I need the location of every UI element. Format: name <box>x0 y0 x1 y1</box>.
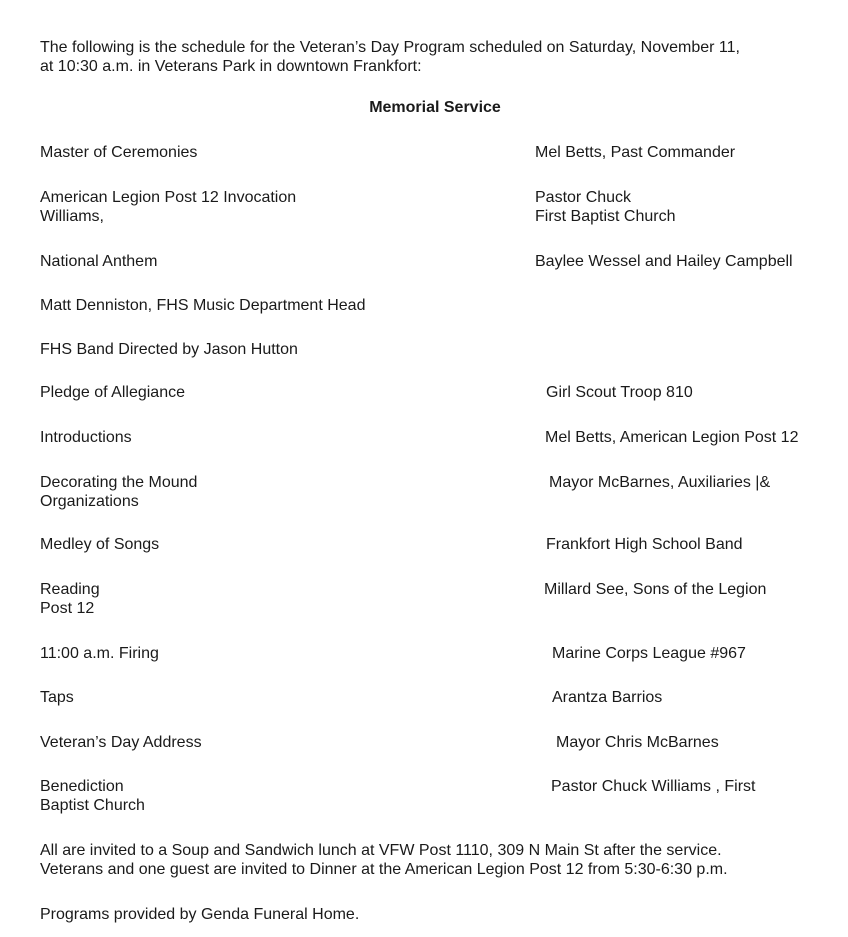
program-item-line: Decorating the Mound <box>40 474 198 491</box>
presenter-line: Baylee Wessel and Hailey Campbell <box>535 253 793 270</box>
footer-line-1: All are invited to a Soup and Sandwich lunch at VFW Post 1110, 309 N Main St after the service. <box>40 842 722 859</box>
presenter <box>546 383 693 402</box>
presenter-line: Mayor McBarnes, Auxiliaries |& <box>549 474 771 491</box>
presenter <box>556 733 719 752</box>
program-item-line: Organizations <box>40 493 139 510</box>
program-item-line: Veteran’s Day Address <box>40 734 202 751</box>
presenter-line: Mel Betts, Past Commander <box>535 144 736 161</box>
presenter <box>544 580 766 599</box>
presenter-line: Mayor Chris McBarnes <box>556 734 719 751</box>
program-item-line: Williams, <box>40 208 104 225</box>
presenter <box>552 688 662 707</box>
program-item <box>40 428 132 447</box>
program-item <box>40 777 145 815</box>
presenter <box>549 473 770 492</box>
program-item <box>40 644 159 663</box>
presenter <box>535 252 793 271</box>
program-item-line: Medley of Songs <box>40 536 160 553</box>
presenter-line: Frankfort High School Band <box>546 536 743 553</box>
program-item-line: 11:00 a.m. Firing <box>40 645 159 662</box>
program-item <box>40 580 100 618</box>
presenter <box>545 428 798 447</box>
program-item-line: Matt Denniston, FHS Music Department Head <box>40 297 366 314</box>
presenter <box>535 143 735 162</box>
presenter <box>551 777 755 796</box>
presenter-line: Millard See, Sons of the Legion <box>544 581 767 598</box>
program-item-line: American Legion Post 12 Invocation <box>40 189 297 206</box>
presenter-line: Marine Corps League #967 <box>552 645 746 662</box>
program-item <box>40 688 74 707</box>
presenter-line: First Baptist Church <box>535 208 676 225</box>
program-item-line: Pledge of Allegiance <box>40 384 185 401</box>
program-item-line: Benediction <box>40 778 124 795</box>
presenter <box>552 644 746 663</box>
presenter-line: Pastor Chuck <box>535 189 632 206</box>
program-item <box>40 143 197 162</box>
program-item-line: FHS Band Directed by Jason Hutton <box>40 341 298 358</box>
presenter-line: Pastor Chuck Williams , First <box>551 778 756 795</box>
program-item <box>40 296 365 315</box>
program-item-line: Reading <box>40 581 100 598</box>
presenter-line: Arantza Barrios <box>552 689 663 706</box>
intro-line-1: The following is the schedule for the Veteran’s Day Program scheduled on Saturday, November 11, <box>40 39 740 56</box>
program-item <box>40 340 298 359</box>
program-item-line: Post 12 <box>40 600 95 617</box>
program-item <box>40 535 159 554</box>
section-title: Memorial Service <box>369 99 501 116</box>
program-item-line: Baptist Church <box>40 797 145 814</box>
program-item <box>40 733 202 752</box>
presenter-line: Girl Scout Troop 810 <box>546 384 693 401</box>
intro-line-2: at 10:30 a.m. in Veterans Park in downtown Frankfort: <box>40 58 422 75</box>
footer-line-3: Programs provided by Genda Funeral Home. <box>40 906 360 923</box>
program-item <box>40 188 296 226</box>
intro-paragraph <box>40 38 830 76</box>
program-item-line: Taps <box>40 689 74 706</box>
footer-line-2: Veterans and one guest are invited to Dinner at the American Legion Post 12 from 5:30-6:30 p.m. <box>40 861 728 878</box>
program-item <box>40 383 185 402</box>
presenter <box>546 535 743 554</box>
program-item-line: Master of Ceremonies <box>40 144 198 161</box>
program-item-line: Introductions <box>40 429 132 446</box>
program-item <box>40 473 197 511</box>
presenter-line: Mel Betts, American Legion Post 12 <box>545 429 799 446</box>
program-item-line: National Anthem <box>40 253 158 270</box>
presenter <box>535 188 675 226</box>
program-item <box>40 252 157 271</box>
